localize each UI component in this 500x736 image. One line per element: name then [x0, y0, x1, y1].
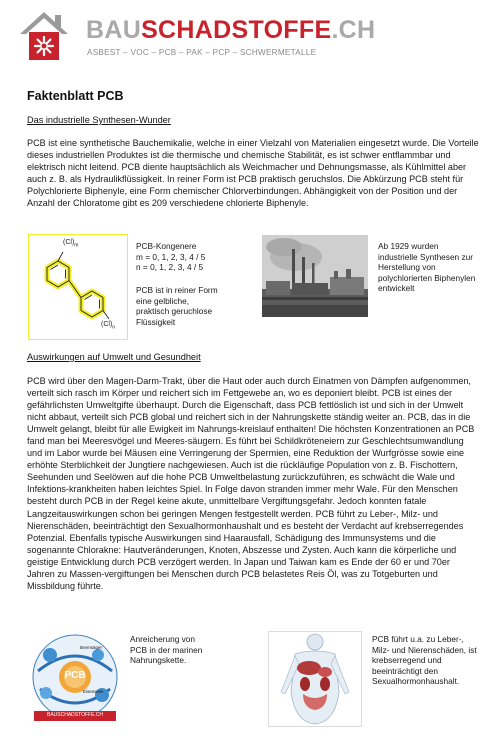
chlorine-label-bottom-text: (Cl) — [101, 321, 113, 328]
food-chain-center-label: PCB — [64, 670, 86, 681]
brand-part-schadstoffe: SCHADSTOFFE — [141, 16, 332, 44]
section-text-auswirkungen: PCB wird über den Magen-Darm-Trakt, über die Haut oder auch durch Einatmen von Dämpfen aufgenommen, verteilt sich rasch im Körper und reichert sich im Fettgewebe an, wo es deponiert bleibt. PCB ist eines der gefährlichsten Umweltgifte überhaupt. Durch die Eigenschaft, dass PCB fettlöslich ist und sich in der Umwelt nicht abbaut, verteilt sich PCB global und reichert sich in der Nahrungskette ständig weiter an. PCB, das in die Umwelt gelangt, bleibt für alle Ewigkeit im Nahrungs-kreislauf enthalten! Die höchsten Konzentrationen an PCB fand man bei Meeresvögel und Meeres-säugern. Es führt bei Schildkröteneiern zur Geschlechtsumwandlung und im Labor wurde bei Mäusen eine Verringerung der Spermien, eine Reduktion der Wurfgrösse sowie eine erhöhte Sterblichkeit der Jungtiere nachgewiesen. Auch ist die rückläufige Population von z. B. Fischottern, Seehunden und Seelöwen auf die hohe PCB Umweltbelastung zurückzuführen, es schwächt die Wale und Infektions-krankheiten haben leichtes Spiel. In Folge davon stranden immer mehr Wale. Für den Menschen besteht durch PCB in der Regel keine akute, unmittelbare Vergiftungsgefahr. Jedoch konnten fatale Langzeitauswirkungen schon bei geringen Mengen festgestellt werden. PCB führt zu Leber-, Milz- und Nierenschäden, beeinträchtigt den Sexualhormonhaushalt und es besteht der Verdacht auf krebserregendes Potenzial. Ebenfalls typische Auswirkungen sind Haarausfall, Schädigung des Immunsystems und die sogenannte Chlorakne: Hautveränderungen, Knoten, Abszesse und Zysten. Auch kann die körperliche und geistige Entwicklung durch PCB verzögert werden. In Japan und Taiwan kam es Ende der 60 er und 70er Jahren zu Massen-vergiftungen bei Menschen durch PCB belastetes Reis Öl, was zu Totgeburten und Missbildung führte. — [27, 376, 475, 591]
house-logo-icon — [14, 8, 74, 66]
section-heading-synthese: Das industrielle Synthesen-Wunder — [27, 115, 171, 125]
chlorine-label-bottom-sub: n — [112, 324, 116, 331]
chlorine-label-top-text: (Cl) — [63, 239, 75, 246]
brand-tagline: ASBEST – VOC – PCB – PAK – PCP – SCHWERMETALLE — [87, 48, 317, 57]
page-title: Faktenblatt PCB — [27, 89, 124, 103]
figure1-caption-kongenere — [136, 241, 246, 273]
section-heading-auswirkungen: Auswirkungen auf Umwelt und Gesundheit — [27, 352, 201, 362]
food-chain-tag-side: Eisenwale — [83, 689, 104, 694]
chlorine-label-top-sub: m — [74, 242, 79, 249]
food-chain-footer-label: BAUSCHADSTOFFE.CH — [46, 712, 104, 718]
brand-name — [86, 16, 375, 44]
marine-food-chain-figure — [28, 631, 122, 725]
caption-kongenere-m: m = 0, 1, 2, 3, 4 / 5 — [136, 251, 206, 262]
brand-part-domain: .CH — [331, 16, 376, 44]
figure1-caption-form: PCB ist in reiner Form eine gelbliche, praktisch geruchlose Flüssigkeit — [136, 285, 218, 327]
chlorine-label-bottom — [101, 321, 115, 330]
figure2-caption: Ab 1929 wurden industrielle Synthesen zur Herstellung von polychlorierten Biphenylen entwickelt — [378, 241, 476, 293]
caption-kongenere-title: PCB-Kongenere — [136, 241, 197, 251]
food-chain-tag-top: Bremsäger — [80, 645, 103, 650]
site-header — [14, 8, 494, 68]
section-text-synthese: PCB ist eine synthetische Bauchemikalie, welche in einer Vielzahl von Materialien eingesetzt wurde. Die Vorteile dieses industriellen Produktes ist die thermische und chemische Stabilität, es ist schwer entflammbar und elektrisch nicht leitend. PCB diente hauptsächlich als Weichmacher und Dehnungsmasse, als Kühlmittel aber auch z. B. als Hydraulikflüssigkeit. In reiner Form ist PCB praktisch geruchslos. Die Abkürzung PCB steht für Polychlorierte Biphenyle, eine Form chemischer Chlorverbindungen. Abhängigkeit von der Position und der Anzahl der Chloratome gibt es 209 verschiedene chlorierte Biphenyle. — [27, 138, 479, 209]
chlorine-label-top — [63, 239, 78, 248]
factory-photo — [262, 235, 368, 317]
figure3-caption: Anreicherung von PCB in der marinen Nahrungskette. — [130, 634, 203, 665]
brand-part-bau: BAU — [86, 16, 142, 44]
biphenyl-structure-figure — [28, 234, 128, 340]
figure4-caption: PCB führt u.a. zu Leber-, Milz- und Nierenschäden, ist krebserregend und beeinträchtigt den Sexualhormonhaushalt. — [372, 634, 477, 686]
human-organs-figure — [268, 631, 362, 727]
caption-kongenere-n: n = 0, 1, 2, 3, 4 / 5 — [136, 262, 204, 272]
